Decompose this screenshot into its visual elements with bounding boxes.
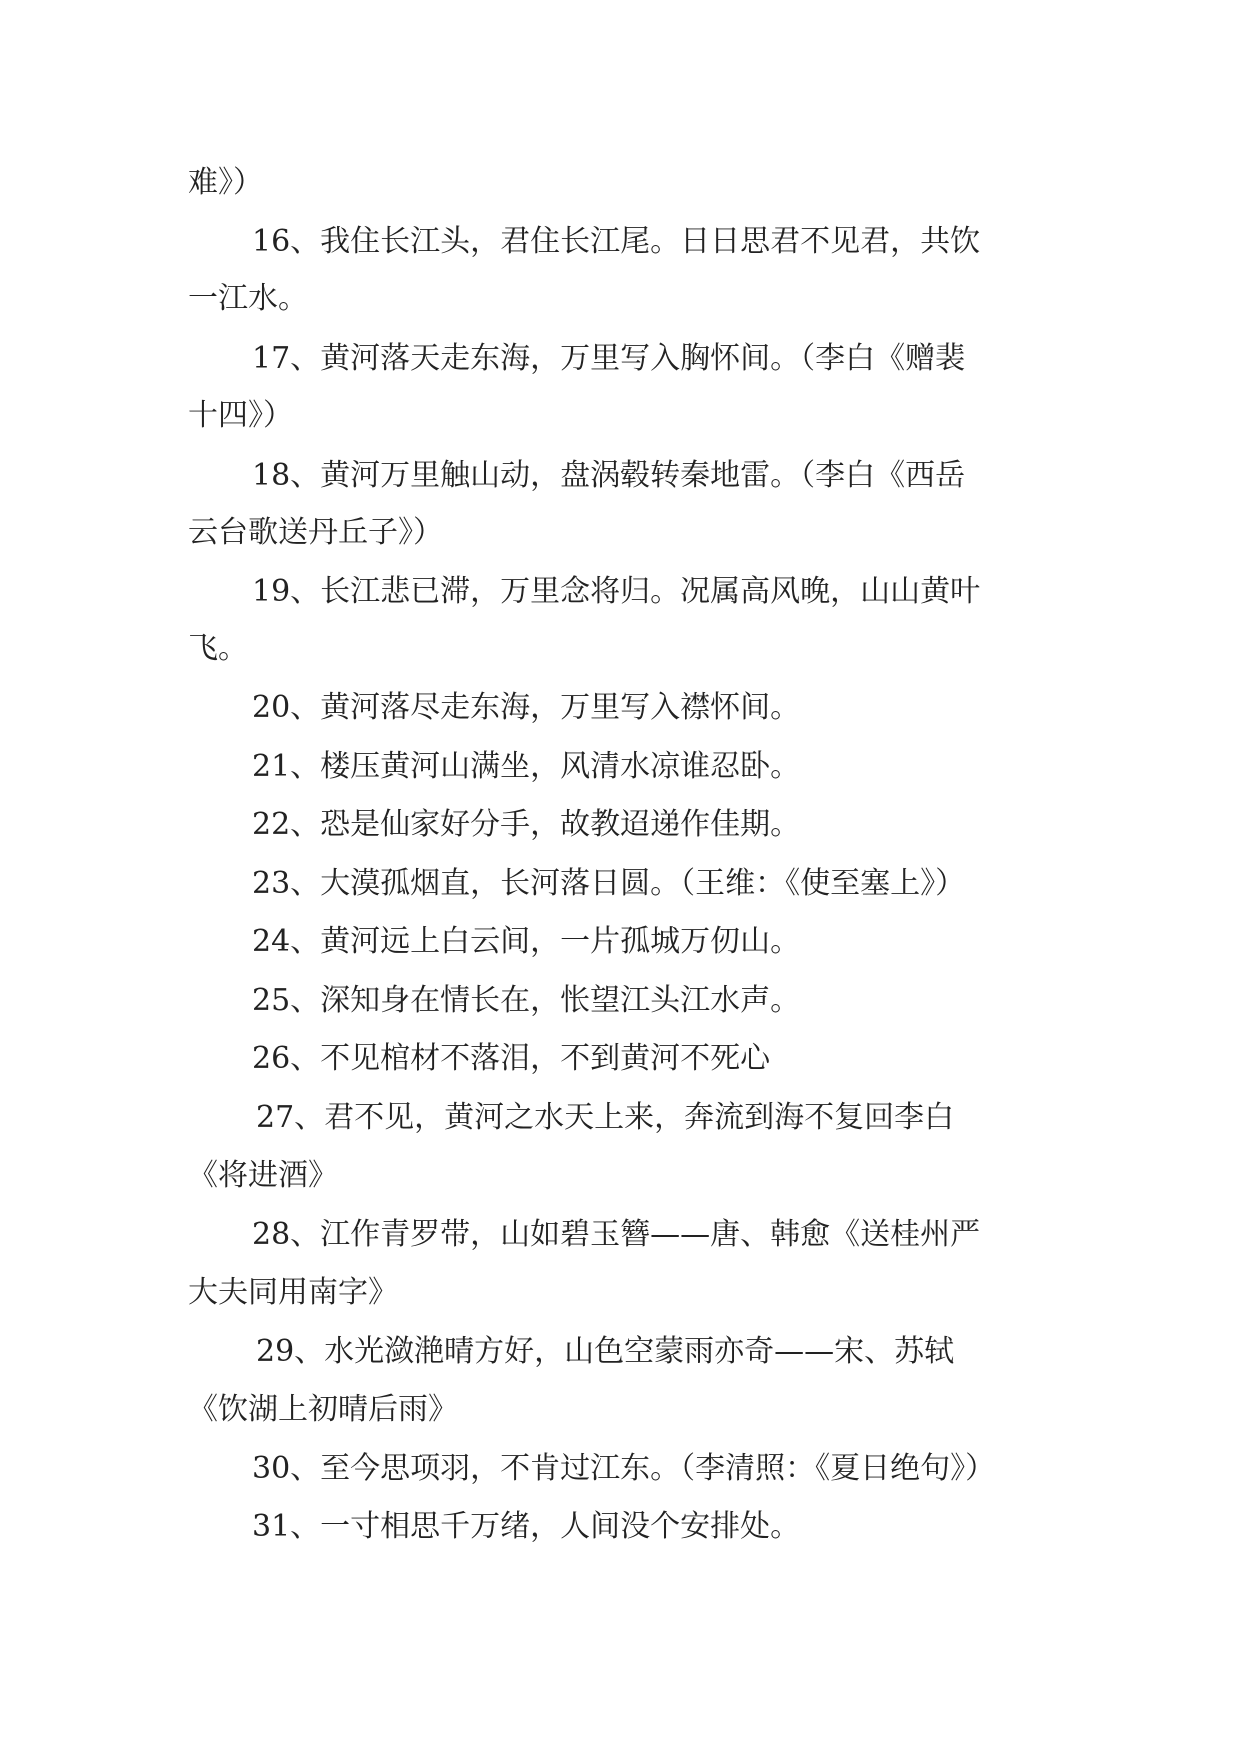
text-line: 17、黄河落天走东海，万里写入胸怀间。（李白《赠裴 [252, 341, 966, 376]
text-line: 24、黄河远上白云间，一片孤城万仞山。 [252, 924, 801, 959]
text-line: 大夫同用南字》 [188, 1275, 398, 1310]
text-line: 28、江作青罗带，山如碧玉簪——唐、韩愈《送桂州严 [252, 1217, 981, 1252]
text-line: 29、水光潋滟晴方好，山色空蒙雨亦奇——宋、苏轼 [256, 1334, 955, 1369]
text-line: 飞。 [188, 631, 248, 666]
text-line: 十四》） [188, 398, 293, 433]
text-line: 《饮湖上初晴后雨》 [188, 1392, 458, 1427]
text-line: 22、恐是仙家好分手，故教迢递作佳期。 [252, 807, 801, 842]
text-line: 难》） [188, 165, 263, 200]
text-line: 26、不见棺材不落泪，不到黄河不死心 [252, 1041, 771, 1076]
text-line: 25、深知身在情长在，怅望江头江水声。 [252, 983, 801, 1018]
text-line: 30、至今思项羽，不肯过江东。（李清照：《夏日绝句》） [252, 1451, 996, 1486]
text-line: 20、黄河落尽走东海，万里写入襟怀间。 [252, 690, 801, 725]
text-line: 16、我住长江头，君住长江尾。日日思君不见君，共饮 [252, 224, 981, 259]
text-line: 23、大漠孤烟直，长河落日圆。（王维：《使至塞上》） [252, 866, 966, 901]
text-line: 19、长江悲已滞，万里念将归。况属高风晚，山山黄叶 [252, 574, 981, 609]
text-line: 31、一寸相思千万绪，人间没个安排处。 [252, 1509, 801, 1544]
text-line: 27、君不见，黄河之水天上来，奔流到海不复回李白 [256, 1100, 955, 1135]
text-line: 21、楼压黄河山满坐，风清水凉谁忍卧。 [252, 749, 801, 784]
text-line: 云台歌送丹丘子》） [188, 515, 443, 550]
text-line: 一江水。 [188, 281, 308, 316]
text-line: 《将进酒》 [188, 1158, 338, 1193]
text-line: 18、黄河万里触山动，盘涡毂转秦地雷。（李白《西岳 [252, 458, 966, 493]
